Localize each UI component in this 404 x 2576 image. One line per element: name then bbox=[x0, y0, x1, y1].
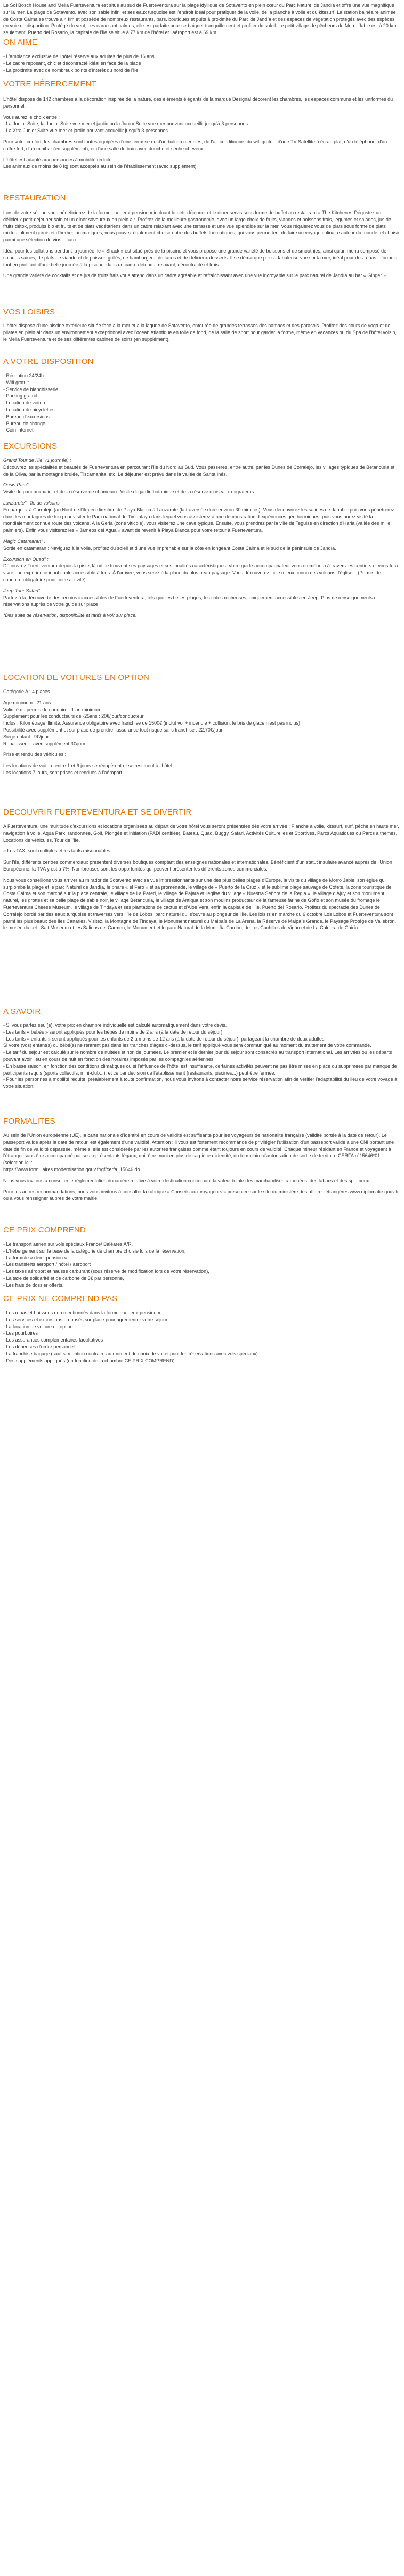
prix-comprend-list bbox=[3, 1241, 400, 1289]
prix-comprend-item: - Les taxes aéroport et hausse carburant (sous réserve de modification lors de votre réservation), bbox=[3, 1269, 209, 1274]
disposition-item: - Service de blanchisserie bbox=[3, 386, 59, 392]
excursion-name: Magic Catamaran" : bbox=[3, 538, 46, 544]
formalites-cerfa-link[interactable]: https://www.formulaires.modernisation.gouv.fr/gf/cerfa_15646.do bbox=[3, 1166, 140, 1172]
section-title-on-aime: ON AIME bbox=[3, 38, 37, 47]
excursion-description: Partez à la découverte des recoins inaccessibles de Fuerteventura, tels que les belles plages, les cotes rocheuses, uniquement accessibles en Jeep. Plus de renseignements et réservations auprès de votre guide sur place bbox=[3, 595, 378, 607]
loisirs-text bbox=[3, 322, 400, 347]
section-title-hebergement: VOTRE HÉBERGEMENT bbox=[3, 79, 97, 88]
hebergement-line: L'hôtel est adapté aux personnes à mobilité réduite. bbox=[3, 157, 113, 162]
location-return bbox=[3, 762, 400, 776]
location-line: Age minimum : 21 ans bbox=[3, 700, 51, 705]
savoir-text bbox=[3, 1022, 400, 1090]
savoir-line: - En basse saison, en fonction des conditions climatiques ou si l'affluence de l'hôtel est insuffisante, certaines activités peuvent ne pas être mises en place ou supprimées par manque de participants requis (sports collectifs, mini-club...), et ce par décision de l'établissement (restaurants, piscines...) peut être fermée. bbox=[3, 1063, 397, 1076]
savoir-line: - Si vous partez seul(e), votre prix en chambre individuelle est calculé automatiquement dans votre devis. bbox=[3, 1022, 227, 1028]
disposition-item: - Coin internet bbox=[3, 427, 34, 433]
excursion-note-text: *Des suite de réservation, disponibilité et tarifs à voir sur place. bbox=[3, 613, 137, 619]
excursion-item bbox=[3, 500, 400, 534]
on-aime-item: - La proximité avec de nombreux points d'intérêt du nord de l'île bbox=[3, 67, 139, 73]
savoir-line: - Le tarif du séjour est calculé sur le nombre de nuitées et non de journées. Le premier et le dernier jour du séjour sont consacrés au transport international. Les arrivées ou les départs pouvant avoir lieu en cours de nuit en fonction des horaires imposés par les compagnies aériennes. bbox=[3, 1050, 392, 1062]
disposition-item: - Parking gratuit bbox=[3, 393, 37, 399]
section-title-prix-comprend: CE PRIX COMPREND bbox=[3, 1225, 86, 1234]
excursion-item bbox=[3, 457, 400, 477]
section-title-disposition: A VOTRE DISPOSITION bbox=[3, 357, 94, 366]
formalites-id-text: Au sein de l'Union européenne (UE), la carte nationale d'identité en cours de validité est suffisante pour les voyageurs de nationalité française (validité portée à la date de retour). Le passeport valide après la date de retour, est également d'une validité. Attention : il vous est fortement recommandé de privilégier l'utilisation d'un passeport valide à une CNI portant une date de fin de validité dépassée, même si elle est considérée par les autorités françaises comme étant toujours en cours de validité. Chaque mineur résidant en France et voyageant à l'étranger sans être accompagné par ses représentants légaux, doit être muni en plus de sa pièce d'identité, du formulaire d'autorisation de sortie de territoire CERFA n°15646*01 (sélection ici : bbox=[3, 1133, 394, 1166]
hebergement-line: - La Junior Suite, la Junior Suite vue mer et jardin ou la Junior Suite vue mer pouvant accueillir jusqu'à 3 personnes bbox=[3, 121, 248, 127]
prix-comprend-item: - Les transferts aéroport / hôtel / aéroport bbox=[3, 1262, 91, 1267]
section-title-savoir: A SAVOIR bbox=[3, 1007, 41, 1016]
savoir-line: Si votre (vos) enfant(s) ou bébé(s) ne rentrent pas dans les tranches d'âges ci-dessus, le tarif appliqué vous sera communiqué au moment du traitement de votre commande. bbox=[3, 1043, 371, 1049]
decouvrir-paragraph: « Les TAXI sont multiples et les tarifs raisonnables. bbox=[3, 848, 112, 854]
prix-comprend-item: - La taxe de solidarité et de carbone de 3€ par personne, bbox=[3, 1275, 124, 1281]
excursion-item bbox=[3, 556, 400, 583]
on-aime-item: - Le cadre reposant, chic et décontracté idéal en face de la plage bbox=[3, 60, 141, 66]
section-title-loisirs: VOS LOISIRS bbox=[3, 307, 55, 316]
hebergement-room-types bbox=[3, 114, 400, 134]
location-line: Supplément pour les conducteurs de -25ans : 20€/jour/conducteur bbox=[3, 713, 144, 719]
excursion-description: Découvrez Fuerteventura depuis la piste, là où se trouvent ses paysages et ses localités caractéristiques. Votre guide-accompagnateur vous emmènera à travers les sentiers et vous fera vivre une expérience inoubliable accessible à tous. À l'arrivée, vous serez à la place du plus beau paysage. Vous découvrirez ici le mieux connu des volcans, l'église... (Permis de conduire obligatoire pour cette activité) bbox=[3, 563, 398, 582]
disposition-item: - Bureau d'excursions bbox=[3, 413, 50, 419]
formalites-text bbox=[3, 1132, 400, 1206]
section-title-restauration: RESTAURATION bbox=[3, 193, 66, 202]
location-line: Rehausseur : avec supplément 3€/jour bbox=[3, 741, 86, 746]
hebergement-paragraph: L'hôtel dispose de 142 chambres à la décoration inspirée de la nature, des éléments élégants de la marque Designal décorent les chambres, les espaces communs et les uniformes du personnel. bbox=[3, 96, 393, 109]
restauration-paragraph: Lors de votre séjour, vous bénéficierez de la formule « demi-pension » incluant le petit déjeuner et le diner servis sous forme de buffet au restaurant « The Kitchen ». Dégustez un délicieux petit-déjeuner sain et un dîner savoureux en plein air. Profitez de la meilleure gastronomie, avec un large choix de fruits, viandes et poissons frais, légumes et salades, jus de fruits détox, produits bio et fruits et de plats végétariens dans un cadre relaxant avec une terrasse et une vue splendide sur la mer. Vous régalerez vous de plats sous forme de plats mixtes joliment garnis et d'herbes aromatiques, vous pouvez également choisir entre des buffets thématiques, qui vous permettent de faire un voyage culinaire autour du monde, et choisir parmi une sélection de vins locaux. bbox=[3, 210, 399, 243]
disposition-item: - Bureau de change bbox=[3, 420, 46, 426]
savoir-line: - Les tarifs « bébés » seront appliqués pour les bébés de moins de 2 ans (à la date de retour du séjour). bbox=[3, 1029, 224, 1035]
restauration-paragraph: Une grande variété de cocktails et de jus de fruits frais vous attend dans un cadre agréable et rafraîchissant avec une vue incroyable sur le parc naturel de Jandía au bar « Ginger ». bbox=[3, 273, 387, 279]
prix-ne-comprend-item: - Les repas et boissons non mentionnés dans la formule « demi-pension » bbox=[3, 1310, 161, 1315]
excursion-name: Jeep Tour Safari" : bbox=[3, 588, 43, 594]
hebergement-line: Vous aurez le choix entre : bbox=[3, 114, 60, 120]
excursions-list bbox=[3, 457, 400, 623]
hebergement-text bbox=[3, 96, 400, 174]
formalites-paragraph: Pour les autres recommandations, nous vous invitons à consulter la rubrique « Conseils aux voyageurs » présentée sur le site du ministère des affaires étrangères www.diplomatie.gouv.fr ou à vous renseigner auprès de votre mairie. bbox=[3, 1189, 399, 1201]
prix-comprend-item: - Les frais de dossier offerts. bbox=[3, 1282, 64, 1288]
excursion-description: Découvrez les spécialités et beautés de Fuerteventura en parcourant l'île du Nord au Sud. Vous passerez, entre autre, par les Dunes de Corralejo, les villages typiques de Betancuria et de la Oliva, par la montagne brulée, Tiscamanita, etc. Le déjeuner est prévu dans la vallée de Santa Inés. bbox=[3, 464, 395, 477]
section-title-decouvrir: DECOUVRIR FUERTEVENTURA ET SE DIVERTIR bbox=[3, 808, 192, 817]
section-title-excursions: EXCURSIONS bbox=[3, 442, 58, 451]
excursion-name: Excursion en Quad" : bbox=[3, 556, 49, 562]
decouvrir-paragraph: Sur l'île, différents centres commerciaux présentent diverses boutiques comptant des enseignes nationales et internationales. Bénéficient d'un statut insulaire avancé auprès de l'Union Européenne, la TVA y est à 7%. Nombreuses sont les opportunités qui peuvent présenter les différents zones commerciales. bbox=[3, 859, 392, 872]
location-line: Validité du permis de conduire : 1 an minimum bbox=[3, 706, 102, 712]
disposition-item: - Location de bicyclettes bbox=[3, 407, 55, 412]
prix-ne-comprend-item: - Les services et excursions proposés sur place pour agrémenter votre séjour bbox=[3, 1317, 168, 1322]
prix-ne-comprend-item: - La franchise bagage (sauf si mention contraire au moment du choix de vol et pour les réservations avec vols spéciaux) bbox=[3, 1351, 258, 1356]
prix-comprend-item: - L'hébergement sur la base de la catégorie de chambre choisie lors de la réservation, bbox=[3, 1248, 186, 1254]
excursion-item bbox=[3, 482, 400, 495]
formalites-paragraph: Nous vous invitons à consulter le réglementation douanière relative à votre destination concernant la valeur totale des marchandises ramenées, des tabacs et des spiritueux. bbox=[3, 1177, 370, 1183]
intro-paragraph: Le Sol Bosch House and Melia Fuerteventura est situé au sud de Fuerteventura sur la plage idyllique de Sotavento en plein cœur du Parc Naturel de Jandía et offre une vue magnifique sur la mer. La plage de Sotavento, avec son sable infini et ses eaux turquoise est l'endroit idéal pour pratiquer de la voile, de la planche à voile et du kitesurf. La station balnéaire animée de Costa Calma se trouve à 4 km et possède de nombreux restaurants, bars, boutiques et puits à proximité du Parc de Jandía et des espaces de végétation protégés avec des espèces en voie de disparition. Protégé du vent, ses eaux sont calmes, elle est parfaite pour se baigner tranquillement et profiter du soleil. Le petit village de pêcheurs de Morro Jable est à 20 km seulement. Puerto del Rosario, la capitale de l'île se situe à 77 km de l'hôtel et l'aéroport est à 69 km. bbox=[3, 3, 397, 36]
hebergement-line: - La Xtra Junior Suite vue mer et jardin pouvant accueillir jusqu'à 3 personnes bbox=[3, 128, 168, 134]
prix-ne-comprend-item: - Des suppléments appliqués (en fonction de la chambre CE PRIX COMPREND) bbox=[3, 1358, 175, 1363]
excursion-description: Visite du parc animalier et de la réserve de chameaux. Visite du jardin botanique et de la réserve d'oiseaux migrateurs. bbox=[3, 489, 255, 495]
excursion-name: Grand Tour de l'île" (1 journée) : bbox=[3, 458, 71, 463]
disposition-item: - Wifi gratuit bbox=[3, 379, 29, 385]
on-aime-item: - L'ambiance exclusive de l'hôtel réservé aux adultes de plus de 16 ans bbox=[3, 54, 155, 59]
section-title-formalites: FORMALITES bbox=[3, 1117, 55, 1126]
on-aime-list bbox=[3, 53, 400, 74]
location-line: Siège enfant : 9€/jour bbox=[3, 734, 49, 740]
prix-ne-comprend-item: - Les dépenses d'ordre personnel bbox=[3, 1344, 75, 1350]
section-title-location: LOCATION DE VOITURES EN OPTION bbox=[3, 673, 150, 682]
location-category bbox=[3, 688, 400, 695]
hebergement-line: Les animaux de moins de 8 kg sont acceptés au sein de l'établissement (avec supplément). bbox=[3, 164, 198, 169]
hebergement-notes bbox=[3, 157, 400, 170]
hebergement-paragraph: Pour votre confort, les chambres sont toutes équipées d'une terrasse ou d'un balcon meublés, de l'air conditionné, du wifi gratuit, d'une TV Satellite à écran plat, d'un téléphone, d'un coffre fort, d'un minibar (en supplément), et d'une salle de bain avec douche et sèche-cheveux. bbox=[3, 139, 387, 151]
location-line: Catégorie A : 4 places bbox=[3, 689, 50, 694]
decouvrir-text bbox=[3, 823, 400, 936]
excursion-description: Embarquez à Corralejo (au Nord de l'île) en direction de Playa Blanca à Lanzarote (la traversée dure environ 30 minutes). Vous découvrirez les salines de Janubio puis vous pénétrerez dans les montagnes de feu pour visiter le Parc national de Timanfaya dans lequel vous assisterez à une démonstration d'expériences géothermiques, puis vous aurez visité la mondialement connue route des volcans. A la Geria (zone viticole), vous visiterez une cave typique. Ensuite, vous prendrez par la ville de Teguise en direction d'Haria (vallée des mille palmiers). Enfin vous visiterez les « Jameos del Agua » avant de revenir à Playa Blanca pour votre retour à Fuerteventura. bbox=[3, 507, 394, 533]
decouvrir-paragraph: A Fuerteventura, une multitude d'excursions et locations organisées au départ de votre hôtel vous seront présentées dès votre arrivée : Planche à voile, kitesurf, surf, pêche en haute mer, navigation à voile, Aqua Park, randonnée, Golf, Plongée et initiation (PADI certifiée), Bateau, Quad, Buggy, Safari, Activités Culturelles et Sportives, Parcs Aquatiques ou Parcs à thèmes, Locations de véhicules, Tour de l'île. bbox=[3, 824, 399, 843]
excursion-description: Sortie en catamaran : Naviguez à la voile, profitez du soleil et d'une vue imprenable sur la côte en longeant Costa Calma et le sud de la péninsule de Jandía. bbox=[3, 545, 336, 551]
excursion-item bbox=[3, 588, 400, 608]
location-line: Les locations 7 jours, sont prises et rendues à l'aéroport bbox=[3, 769, 122, 775]
location-line: Inclus : Kilométrage illimité, Assurance obligatoire avec franchise de 1500€ (inclut vol + incendie + collision, le bris de glace n'est pas inclus) bbox=[3, 720, 301, 726]
formalites-paragraph bbox=[3, 1132, 400, 1173]
section-title-prix-ne-comprend-pas: CE PRIX NE COMPREND PAS bbox=[3, 1294, 118, 1303]
excursion-name: Lanzarote" : île de volcans bbox=[3, 500, 60, 506]
location-conditions bbox=[3, 700, 400, 747]
restauration-paragraph: Idéal pour les collations pendant la journée, le « Shack » est situé près de la piscine et vous propose une grande variété de boissons et de smoothies, ainsi qu'un menu composé de salades saines, de plats de viande et de poisson grillés, de hamburgers, de tacos et de délicieux desserts. Il se démarque par sa fabuleuse vue sur la mer, idéal pour des repas informels tout en profitant d'une belle journée à la piscine, dans un cadre détendu, relaxant, décontracté et frais. bbox=[3, 248, 397, 267]
disposition-item: - Location de voiture bbox=[3, 400, 47, 406]
intro-text bbox=[3, 2, 400, 40]
excursion-name: Oasis Parc" : bbox=[3, 482, 31, 488]
prix-ne-comprend-item: - Les pourboires bbox=[3, 1330, 38, 1336]
location-line: Les locations de voiture entre 1 et 6 jours se récupèrent et se restituent à l'hôtel bbox=[3, 763, 172, 769]
location-line: Possibilité avec supplément et sur place de prendre l'assurance tout risque sans franchise : 22,70€/jour bbox=[3, 727, 223, 733]
prix-ne-comprend-item: - Les assurances complémentaires facultatives bbox=[3, 1337, 103, 1343]
disposition-list bbox=[3, 372, 400, 434]
savoir-line: - Les tarifs « enfants » seront appliqués pour les enfants de 2 à moins de 12 ans (à la date de retour du séjour), partageant la chambre de deux adultes. bbox=[3, 1036, 326, 1042]
excursion-note bbox=[3, 612, 400, 619]
prix-ne-comprend-item: - La location de voiture en option bbox=[3, 1323, 73, 1329]
loisirs-paragraph: L'hôtel dispose d'une piscine extérieure située face à la mer et à la lagune de Sotavento, entourée de grandes terrasses des hamacs et des parasols. Profitez des cours de yoga et de pilates en plein air dans un environnement exceptionnel avec l'océan Atlantique en toile de fond, de la salle de sport pour garder la forme, même en vacances ou du Spa de l'hôtel voisin, le Melia Fuerteventura et de ses différentes cabines de soins (en supplément). bbox=[3, 323, 397, 342]
location-text bbox=[3, 688, 400, 781]
location-paragraph: Prise et rendu des véhicules : bbox=[3, 752, 67, 758]
disposition-item: - Réception 24/24h bbox=[3, 373, 44, 378]
prix-comprend-item: - Le transport aérien sur vols spéciaux France/ Baléares A/R, bbox=[3, 1241, 133, 1247]
savoir-line: - Pour les personnes à mobilité réduite, préalablement à toute confirmation, nous vous invitons à contacter notre service réservation afin de vérifier l'adaptabilité du lieu de votre voyage à votre situation. bbox=[3, 1077, 398, 1090]
prix-comprend-item: - La formule « demi-pension » bbox=[3, 1255, 67, 1261]
decouvrir-paragraph: Nous vous conseillons vous arriver au mirador de Sotavento avec sa vue impressionnante sur une des plus belles plages d'Europe, la visite du village de Morro Jable, son églue qui surplombe la plage et le parc Naturel de Jandía, le phare « el Faro » et sa promenade, le village de « Puerto de la Cruz » et le sublime plage sauvage de Cofete, la zone touristique de Costa Calma et son marché sur la place centrale, le village de La Pared, le village de Pajara et l'église du village « Nuestra Señora de la Regla », le village d'Ajuy et son monument naturel, les grottes et sa belle plage de sable noir, le village Betancuria, le village de Antigua et son moulins producteur de la fameuse farine de Gofio et son musée du fromage le Fuerteventura Cheese Museum, le village de Tindaya et ses plantations de cactus et d'Aloe Vera, enfin la capitale de l'île, Puerto del Rosario. Profitez du spectacle des Dunes de Corralejo bordé par des eaux turquoise et traversez vers l'île de Lobos, parc naturel qui s'ouvre au plongeur de l'île. Les loisirs en marche du 6 octobre Los Lobos et Fuerteventura sont parmi les plus beaux des îles Canaries. Visitez, la Montagne de Tindaya, le Monument naturel du Malpaís de La Arena, la Réserve de Malpaís Grande, le Paysage Protégé de Vallebrón, le musée du sel : Salt Museum et les Salinas del Carmen, le Monument et le parc Natural de la Montaña Cardón, de Los Cuchillos de Vigán et de La Caldera de Gairía. bbox=[3, 877, 397, 931]
restauration-text bbox=[3, 209, 400, 283]
excursion-item bbox=[3, 538, 400, 552]
prix-ne-comprend-pas-list bbox=[3, 1310, 400, 1364]
